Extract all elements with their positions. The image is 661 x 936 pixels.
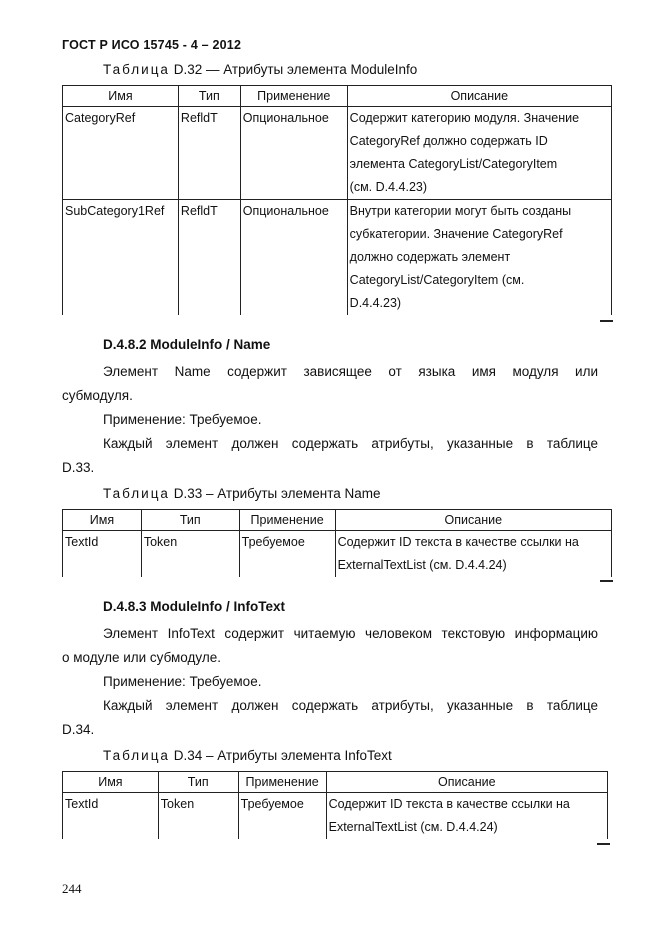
paragraph: Применение: Требуемое.: [103, 674, 262, 689]
col-header-usage: Применение: [238, 772, 326, 793]
col-header-type: Тип: [158, 772, 238, 793]
paragraph-continuation: D.34.: [62, 722, 95, 737]
desc-line: ExternalTextList (см. D.4.4.24): [328, 820, 498, 834]
cell-type: RefldT: [178, 107, 240, 200]
desc-line: CategoryRef должно содержать ID: [349, 134, 548, 148]
caption-text: D.33 – Атрибуты элемента Name: [173, 486, 381, 501]
cell-name: TextId: [63, 793, 159, 840]
desc-line: субкатегории. Значение CategoryRef: [349, 227, 563, 241]
cell-type: RefldT: [178, 200, 240, 316]
desc-line: Содержит ID текста в качестве ссылки на: [328, 797, 570, 811]
table-d32: [62, 85, 612, 315]
table-caption-d32: [103, 62, 417, 77]
paragraph-continuation: субмодуля.: [62, 388, 133, 403]
section-d482-body: [62, 360, 598, 480]
cell-name: SubCategory1Ref: [63, 200, 179, 316]
col-header-description: Описание: [335, 510, 611, 531]
paragraph: Каждый элемент должен содержать атрибуты, указанные в таблице: [103, 436, 598, 451]
section-d483-body: [62, 622, 598, 742]
table-header-row: [63, 86, 612, 107]
table-end-mark: [600, 320, 613, 322]
section-heading-d483: D.4.8.3 ModuleInfo / InfoText: [103, 599, 286, 614]
cell-usage: Требуемое: [239, 531, 335, 578]
cell-name: TextId: [63, 531, 142, 578]
cell-description: [326, 793, 607, 840]
cell-description: [335, 531, 611, 578]
document-header: ГОСТ Р ИСО 15745 - 4 – 2012: [62, 38, 242, 52]
paragraph-continuation: D.33.: [62, 460, 95, 475]
paragraph: Каждый элемент должен содержать атрибуты, указанные в таблице: [103, 698, 598, 713]
caption-prefix: Таблица: [103, 486, 170, 501]
col-header-name: Имя: [63, 772, 159, 793]
paragraph: Элемент Name содержит зависящее от языка имя модуля или: [103, 364, 598, 379]
caption-prefix: Таблица: [103, 748, 170, 763]
desc-line: D.4.4.23): [349, 296, 402, 310]
cell-usage: Требуемое: [238, 793, 326, 840]
table-d33: [62, 509, 612, 577]
cell-usage: Опциональное: [240, 107, 347, 200]
desc-line: CategoryList/CategoryItem (см.: [349, 273, 525, 287]
paragraph: Применение: Требуемое.: [103, 412, 262, 427]
col-header-description: Описание: [347, 86, 611, 107]
col-header-usage: Применение: [239, 510, 335, 531]
col-header-name: Имя: [63, 510, 142, 531]
table-caption-d34: [103, 748, 392, 763]
cell-type: Token: [158, 793, 238, 840]
desc-line: ExternalTextList (см. D.4.4.24): [337, 558, 507, 572]
caption-prefix: Таблица: [103, 62, 170, 77]
section-heading-d482: D.4.8.2 ModuleInfo / Name: [103, 337, 271, 352]
cell-type: Token: [141, 531, 239, 578]
caption-text: D.34 – Атрибуты элемента InfoText: [173, 748, 392, 763]
cell-name: CategoryRef: [63, 107, 179, 200]
table-header-row: [63, 772, 608, 793]
table-end-mark: [597, 843, 610, 845]
caption-text: D.32 — Атрибуты элемента ModuleInfo: [173, 62, 418, 77]
col-header-usage: Применение: [240, 86, 347, 107]
desc-line: Содержит категорию модуля. Значение: [349, 111, 580, 125]
paragraph: Элемент InfoText содержит читаемую человеком текстовую информацию: [103, 626, 598, 641]
col-header-type: Тип: [141, 510, 239, 531]
table-row: [63, 107, 612, 200]
table-row: [63, 200, 612, 316]
desc-line: (см. D.4.4.23): [349, 180, 428, 194]
table-caption-d33: [103, 486, 381, 501]
table-d34: [62, 771, 608, 839]
cell-description: [347, 200, 611, 316]
col-header-description: Описание: [326, 772, 607, 793]
desc-line: Внутри категории могут быть созданы: [349, 204, 572, 218]
col-header-type: Тип: [178, 86, 240, 107]
desc-line: должно содержать элемент: [349, 250, 511, 264]
col-header-name: Имя: [63, 86, 179, 107]
desc-line: элемента CategoryList/CategoryItem: [349, 157, 558, 171]
paragraph-continuation: о модуле или субмодуле.: [62, 650, 221, 665]
table-header-row: [63, 510, 612, 531]
cell-usage: Опциональное: [240, 200, 347, 316]
table-row: [63, 531, 612, 578]
table-end-mark: [600, 580, 613, 582]
page-number: 244: [62, 881, 82, 896]
cell-description: [347, 107, 611, 200]
desc-line: Содержит ID текста в качестве ссылки на: [337, 535, 579, 549]
table-row: [63, 793, 608, 840]
